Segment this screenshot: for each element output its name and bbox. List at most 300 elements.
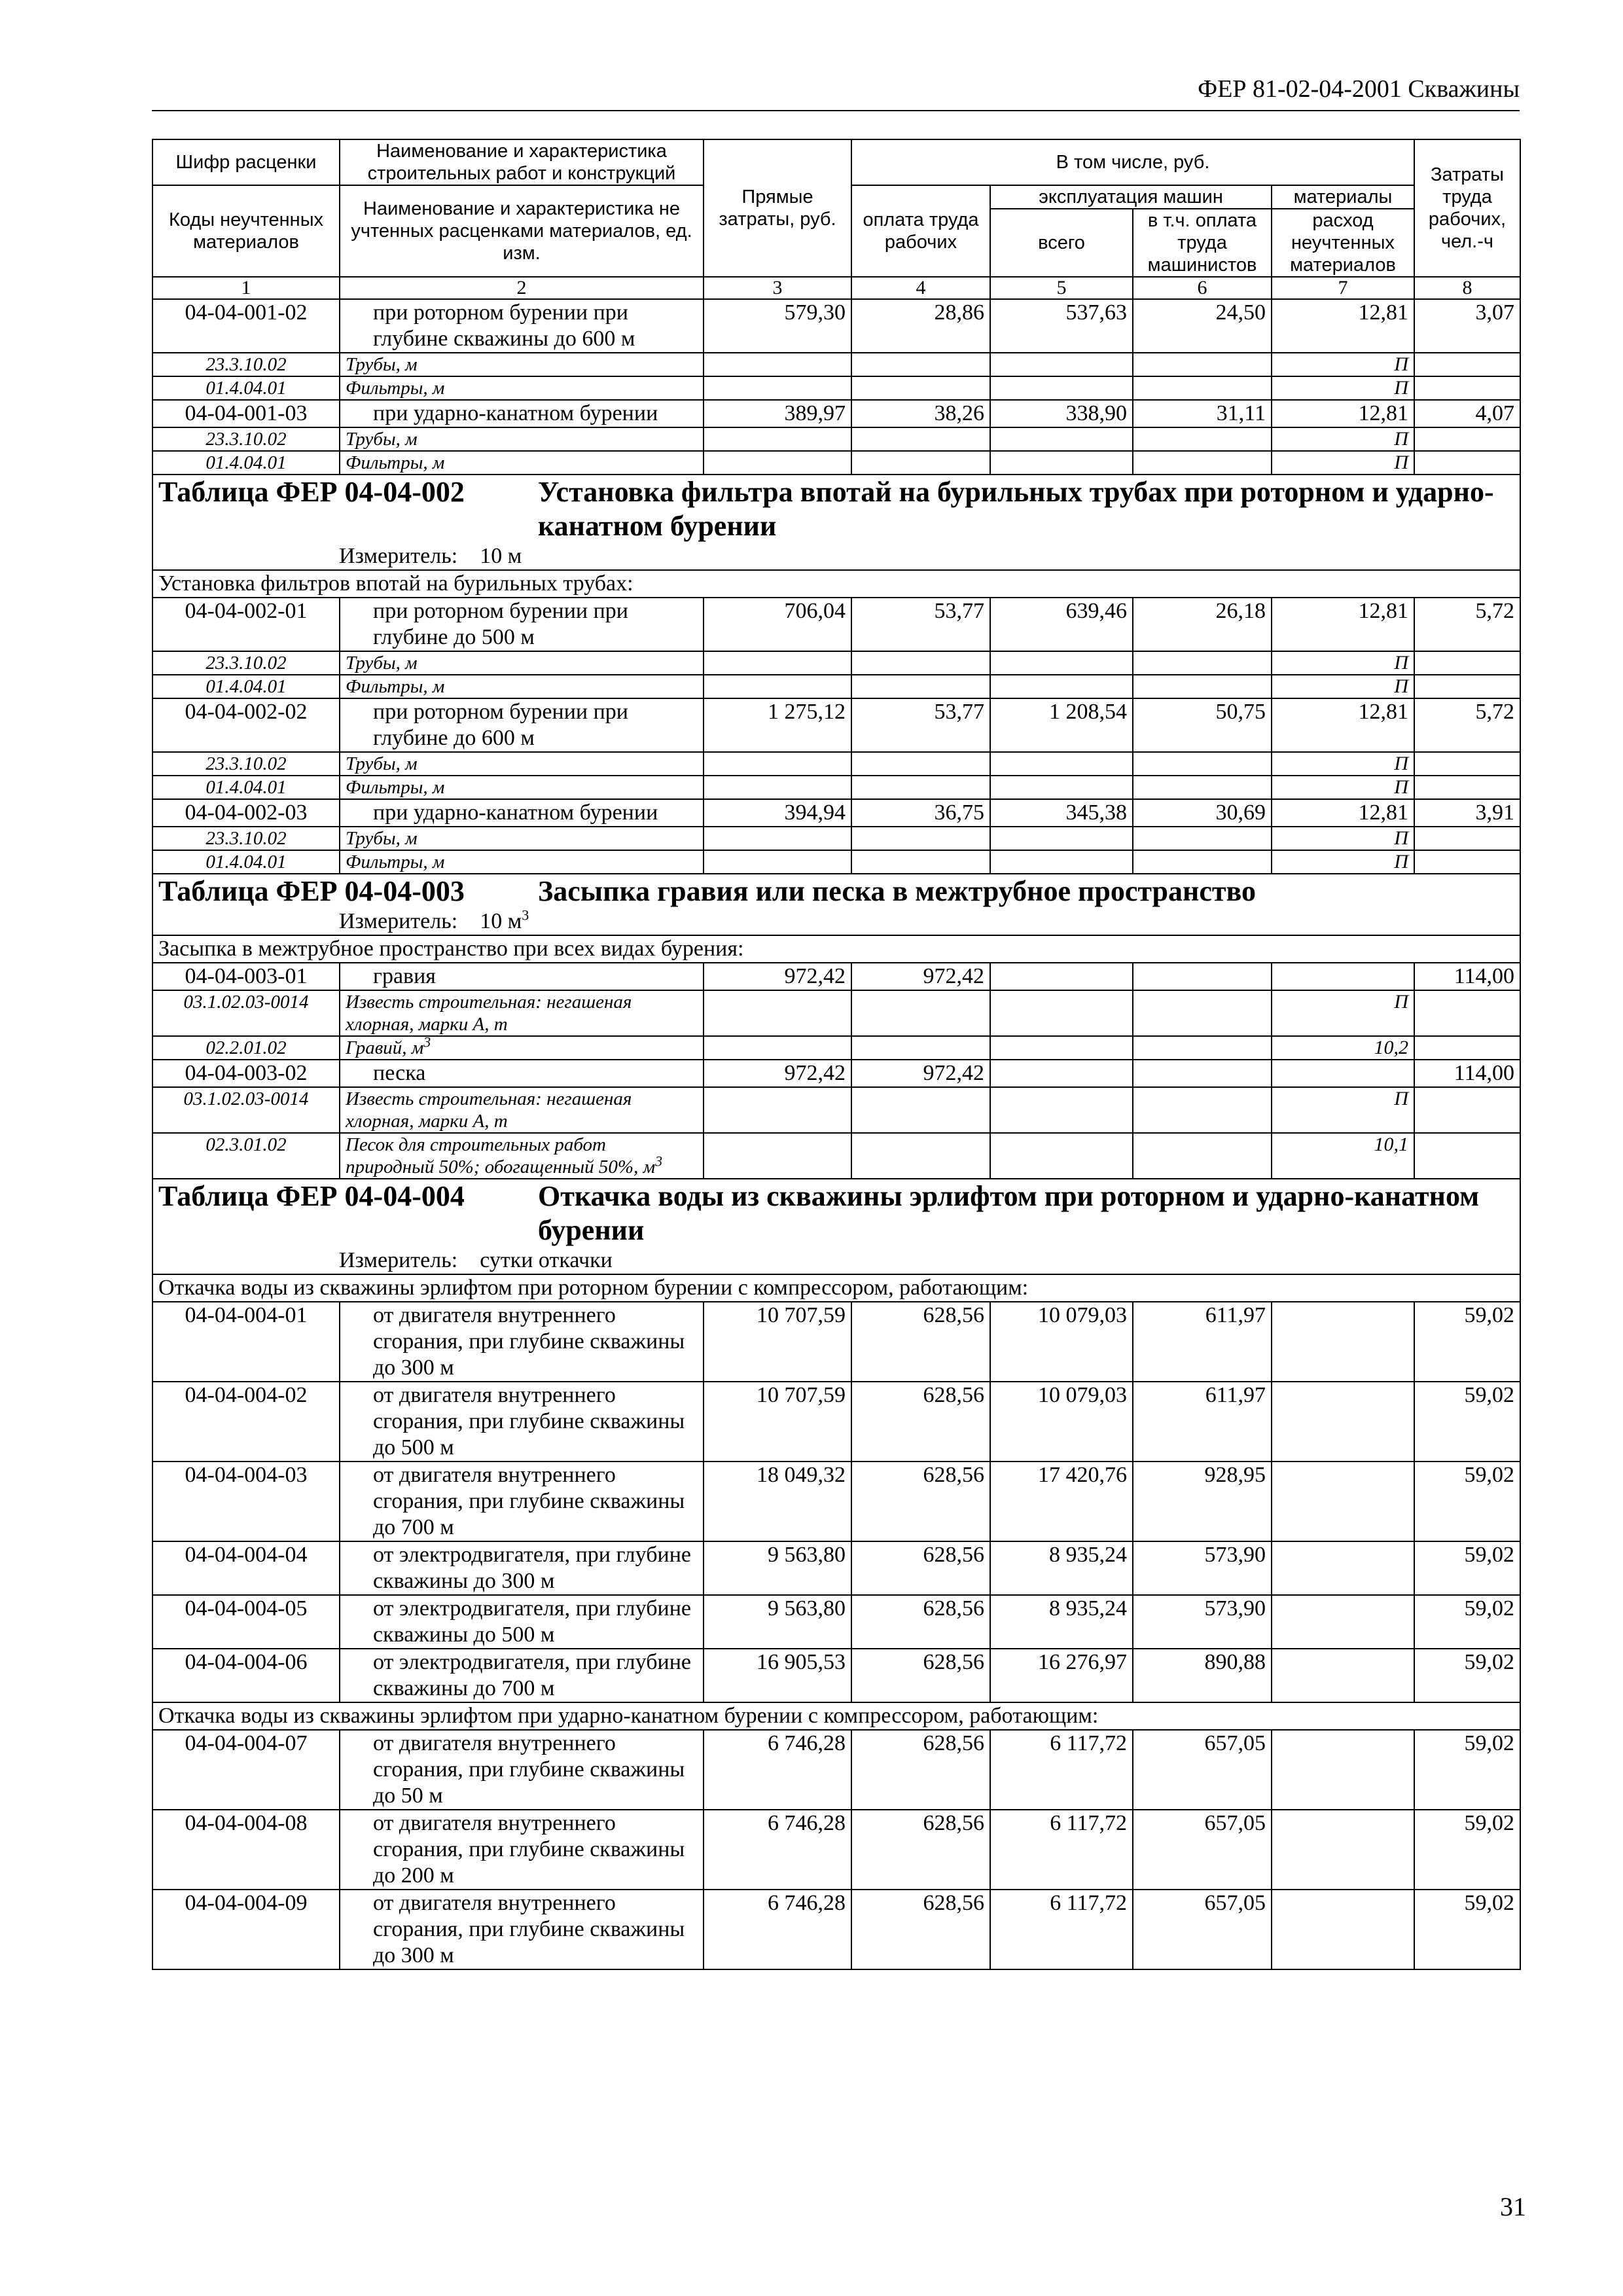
empty-cell	[1133, 827, 1272, 850]
direct-cost: 10 707,59	[704, 1382, 851, 1462]
empty-cell	[704, 752, 851, 776]
table-label: Таблица ФЕР 04-04-004	[158, 1180, 465, 1212]
material-name	[340, 827, 704, 850]
rate-code: 04-04-003-02	[152, 1060, 340, 1087]
empty-cell	[851, 776, 990, 799]
material-name	[340, 776, 704, 799]
material-name	[340, 1087, 704, 1133]
material-code: 23.3.10.02	[152, 827, 340, 850]
empty-cell	[851, 651, 990, 675]
empty-cell	[1133, 353, 1272, 376]
machines-total	[990, 963, 1133, 990]
th-machinists-pay: в т.ч. оплата труда машинистов	[1133, 209, 1272, 277]
material-qty: П	[1272, 353, 1414, 376]
machinists-pay: 26,18	[1133, 598, 1272, 651]
material-name-text: Трубы, м	[346, 828, 418, 849]
empty-cell	[1133, 990, 1272, 1036]
labor-cost: 38,26	[851, 400, 990, 427]
direct-cost: 1 275,12	[704, 698, 851, 752]
section-title-block	[158, 475, 1514, 543]
empty-cell	[851, 752, 990, 776]
meter-line	[158, 1247, 1514, 1274]
direct-cost: 6 746,28	[704, 1890, 851, 1969]
labor-cost: 28,86	[851, 299, 990, 353]
rate-row	[152, 1382, 1520, 1462]
machines-total: 338,90	[990, 400, 1133, 427]
empty-cell	[1414, 427, 1520, 451]
labor-cost: 628,56	[851, 1595, 990, 1649]
material-name	[340, 752, 704, 776]
material-name	[340, 376, 704, 400]
empty-cell	[990, 1133, 1133, 1179]
empty-cell	[990, 850, 1133, 874]
th-material-names: Наименование и характеристика не учтенных расценками материалов, ед. изм.	[340, 185, 704, 277]
labor-cost: 628,56	[851, 1730, 990, 1810]
empty-cell	[704, 827, 851, 850]
material-name	[340, 427, 704, 451]
rate-code: 04-04-001-03	[152, 400, 340, 427]
materials-cost	[1272, 1462, 1414, 1541]
material-code: 23.3.10.02	[152, 427, 340, 451]
material-code: 03.1.02.03-0014	[152, 1087, 340, 1133]
material-name	[340, 990, 704, 1036]
th-labor-hours: Затраты труда рабочих, чел.-ч	[1414, 139, 1520, 277]
material-code: 01.4.04.01	[152, 675, 340, 698]
machines-total: 8 935,24	[990, 1595, 1133, 1649]
machines-total: 10 079,03	[990, 1382, 1133, 1462]
material-row	[152, 427, 1520, 451]
labor-hours: 59,02	[1414, 1302, 1520, 1382]
rate-row	[152, 299, 1520, 353]
rate-code: 04-04-004-06	[152, 1649, 340, 1702]
meter-unit: сутки откачки	[480, 1248, 613, 1272]
rate-code: 04-04-004-03	[152, 1462, 340, 1541]
material-code: 01.4.04.01	[152, 850, 340, 874]
empty-cell	[990, 427, 1133, 451]
rate-row	[152, 1060, 1520, 1087]
material-qty: П	[1272, 752, 1414, 776]
material-name-text: Фильтры, м	[346, 452, 445, 473]
table-label: Таблица ФЕР 04-04-002	[158, 476, 465, 508]
empty-cell	[990, 1036, 1133, 1060]
material-row	[152, 675, 1520, 698]
rate-name: от электродвигателя, при глубине скважины до 300 м	[340, 1541, 704, 1595]
material-code: 03.1.02.03-0014	[152, 990, 340, 1036]
material-row	[152, 353, 1520, 376]
material-row	[152, 1087, 1520, 1133]
th-material-codes: Коды неучтенных материалов	[152, 185, 340, 277]
material-qty: 10,1	[1272, 1133, 1414, 1179]
rate-row	[152, 698, 1520, 752]
empty-cell	[1133, 427, 1272, 451]
rate-row	[152, 799, 1520, 827]
section-heading	[152, 1179, 1520, 1274]
meter-value	[480, 544, 522, 568]
table-title: Установка фильтра впотай на бурильных трубах при роторном и ударно-канатном бурении	[538, 476, 1494, 542]
unit-exponent: 3	[655, 1153, 663, 1170]
rate-row	[152, 400, 1520, 427]
empty-cell	[1133, 752, 1272, 776]
rate-name: от двигателя внутреннего сгорания, при глубине скважины до 200 м	[340, 1810, 704, 1890]
empty-cell	[704, 675, 851, 698]
meter-label: Измеритель:	[339, 544, 458, 568]
empty-cell	[704, 651, 851, 675]
th-including: В том числе, руб.	[851, 139, 1414, 185]
machinists-pay: 50,75	[1133, 698, 1272, 752]
material-name	[340, 675, 704, 698]
subheading: Откачка воды из скважины эрлифтом при роторном бурении с компрессором, работающим:	[152, 1274, 1520, 1302]
rate-code: 04-04-004-02	[152, 1382, 340, 1462]
section-title-block	[158, 1179, 1514, 1247]
col-num: 7	[1272, 277, 1414, 299]
material-name-text: Песок для строительных работ природный 50%; обогащенный 50%, м	[346, 1134, 656, 1177]
material-name-text: Фильтры, м	[346, 378, 445, 399]
rate-name: от двигателя внутреннего сгорания, при глубине скважины до 300 м	[340, 1302, 704, 1382]
machinists-pay: 573,90	[1133, 1541, 1272, 1595]
labor-hours: 59,02	[1414, 1730, 1520, 1810]
th-materials: материалы	[1272, 185, 1414, 209]
machinists-pay: 573,90	[1133, 1595, 1272, 1649]
material-qty: П	[1272, 827, 1414, 850]
labor-cost: 628,56	[851, 1302, 990, 1382]
empty-cell	[1414, 850, 1520, 874]
material-name	[340, 1133, 704, 1179]
empty-cell	[704, 376, 851, 400]
labor-cost: 628,56	[851, 1382, 990, 1462]
materials-cost	[1272, 1302, 1414, 1382]
empty-cell	[990, 451, 1133, 475]
rate-row	[152, 1890, 1520, 1969]
rate-row	[152, 963, 1520, 990]
machines-total: 6 117,72	[990, 1810, 1133, 1890]
rate-code: 04-04-003-01	[152, 963, 340, 990]
material-name-text: Известь строительная: негашеная хлорная, марки А, т	[346, 992, 632, 1035]
col-num: 5	[990, 277, 1133, 299]
materials-cost	[1272, 1382, 1414, 1462]
labor-hours: 59,02	[1414, 1810, 1520, 1890]
rate-code: 04-04-004-07	[152, 1730, 340, 1810]
rate-name: при роторном бурении при глубине до 600 м	[340, 698, 704, 752]
material-qty: П	[1272, 675, 1414, 698]
labor-hours: 5,72	[1414, 598, 1520, 651]
material-code: 01.4.04.01	[152, 376, 340, 400]
th-direct: Прямые затраты, руб.	[704, 139, 851, 277]
machinists-pay: 657,05	[1133, 1730, 1272, 1810]
material-name-text: Гравий, м	[346, 1037, 424, 1058]
empty-cell	[990, 675, 1133, 698]
machinists-pay: 31,11	[1133, 400, 1272, 427]
materials-cost	[1272, 1541, 1414, 1595]
material-row	[152, 990, 1520, 1036]
empty-cell	[1414, 827, 1520, 850]
material-qty: П	[1272, 376, 1414, 400]
material-qty: П	[1272, 990, 1414, 1036]
rate-name: от электродвигателя, при глубине скважины до 700 м	[340, 1649, 704, 1702]
materials-cost	[1272, 1810, 1414, 1890]
table-title: Засыпка гравия или песка в межтрубное пространство	[538, 875, 1256, 907]
th-code: Шифр расценки	[152, 139, 340, 185]
material-row	[152, 451, 1520, 475]
rate-name: гравия	[340, 963, 704, 990]
subheading-row	[152, 1274, 1520, 1302]
empty-cell	[704, 427, 851, 451]
material-code: 01.4.04.01	[152, 451, 340, 475]
materials-cost: 12,81	[1272, 400, 1414, 427]
machinists-pay: 611,97	[1133, 1382, 1272, 1462]
subheading: Установка фильтров впотай на бурильных трубах:	[152, 570, 1520, 598]
subheading-row	[152, 1702, 1520, 1730]
empty-cell	[704, 451, 851, 475]
empty-cell	[704, 1087, 851, 1133]
empty-cell	[1414, 752, 1520, 776]
meter-value	[480, 906, 529, 933]
material-name-text: Трубы, м	[346, 653, 418, 673]
running-header	[152, 71, 1520, 111]
rate-name: от электродвигателя, при глубине скважины до 500 м	[340, 1595, 704, 1649]
direct-cost: 706,04	[704, 598, 851, 651]
machines-total: 537,63	[990, 299, 1133, 353]
col-num: 2	[340, 277, 704, 299]
rate-code: 04-04-002-03	[152, 799, 340, 827]
labor-cost: 628,56	[851, 1649, 990, 1702]
empty-cell	[1414, 990, 1520, 1036]
materials-cost	[1272, 1730, 1414, 1810]
material-name-text: Трубы, м	[346, 753, 418, 774]
empty-cell	[1133, 1087, 1272, 1133]
materials-cost	[1272, 1890, 1414, 1969]
price-table	[152, 139, 1521, 1970]
material-qty: П	[1272, 427, 1414, 451]
empty-cell	[990, 776, 1133, 799]
col-num: 3	[704, 277, 851, 299]
material-row	[152, 776, 1520, 799]
material-qty: П	[1272, 850, 1414, 874]
material-row	[152, 1133, 1520, 1179]
rate-row	[152, 1595, 1520, 1649]
meter-line	[158, 908, 1514, 935]
empty-cell	[1133, 451, 1272, 475]
col-num: 8	[1414, 277, 1520, 299]
empty-cell	[851, 850, 990, 874]
machines-total: 8 935,24	[990, 1541, 1133, 1595]
material-name	[340, 1033, 704, 1060]
labor-hours: 59,02	[1414, 1890, 1520, 1969]
meter-label: Измеритель:	[339, 1248, 458, 1272]
section-title-block	[158, 874, 1514, 908]
labor-hours: 114,00	[1414, 963, 1520, 990]
labor-cost: 628,56	[851, 1810, 990, 1890]
material-name	[340, 850, 704, 874]
rate-code: 04-04-004-04	[152, 1541, 340, 1595]
rate-row	[152, 598, 1520, 651]
direct-cost: 9 563,80	[704, 1541, 851, 1595]
material-row	[152, 651, 1520, 675]
labor-hours: 59,02	[1414, 1541, 1520, 1595]
empty-cell	[851, 1036, 990, 1060]
material-qty: П	[1272, 1087, 1414, 1133]
material-qty: П	[1272, 776, 1414, 799]
material-name-text: Трубы, м	[346, 354, 418, 375]
labor-cost: 628,56	[851, 1462, 990, 1541]
empty-cell	[1133, 651, 1272, 675]
labor-cost: 53,77	[851, 698, 990, 752]
rate-name: при роторном бурении при глубине до 500 м	[340, 598, 704, 651]
empty-cell	[1133, 1036, 1272, 1060]
rate-code: 04-04-004-08	[152, 1810, 340, 1890]
empty-cell	[990, 990, 1133, 1036]
unit-exponent: 3	[423, 1033, 431, 1050]
empty-cell	[1414, 353, 1520, 376]
labor-cost: 628,56	[851, 1541, 990, 1595]
labor-hours: 59,02	[1414, 1382, 1520, 1462]
machines-total	[990, 1060, 1133, 1087]
direct-cost: 579,30	[704, 299, 851, 353]
empty-cell	[1414, 451, 1520, 475]
empty-cell	[1414, 776, 1520, 799]
rate-row	[152, 1810, 1520, 1890]
rate-row	[152, 1649, 1520, 1702]
empty-cell	[851, 427, 990, 451]
section-heading-row	[152, 475, 1520, 570]
material-row	[152, 376, 1520, 400]
labor-hours: 5,72	[1414, 698, 1520, 752]
material-qty: 10,2	[1272, 1036, 1414, 1060]
rate-name: при роторном бурении при глубине скважины до 600 м	[340, 299, 704, 353]
labor-hours: 59,02	[1414, 1595, 1520, 1649]
rate-code: 04-04-001-02	[152, 299, 340, 353]
machines-total: 6 117,72	[990, 1890, 1133, 1969]
direct-cost: 972,42	[704, 1060, 851, 1087]
direct-cost: 972,42	[704, 963, 851, 990]
labor-hours: 4,07	[1414, 400, 1520, 427]
col-num: 6	[1133, 277, 1272, 299]
subheading-row	[152, 935, 1520, 963]
direct-cost: 10 707,59	[704, 1302, 851, 1382]
machinists-pay: 928,95	[1133, 1462, 1272, 1541]
rate-name: при ударно-канатном бурении	[340, 799, 704, 827]
materials-cost	[1272, 1595, 1414, 1649]
meter-exponent: 3	[522, 906, 529, 924]
machines-total: 6 117,72	[990, 1730, 1133, 1810]
rate-name: от двигателя внутреннего сгорания, при глубине скважины до 50 м	[340, 1730, 704, 1810]
empty-cell	[1133, 850, 1272, 874]
empty-cell	[1414, 1087, 1520, 1133]
rate-code: 04-04-004-01	[152, 1302, 340, 1382]
empty-cell	[1133, 1133, 1272, 1179]
labor-hours: 3,07	[1414, 299, 1520, 353]
labor-hours: 59,02	[1414, 1462, 1520, 1541]
machinists-pay: 611,97	[1133, 1302, 1272, 1382]
materials-cost	[1272, 1649, 1414, 1702]
section-heading-row	[152, 874, 1520, 935]
rate-name: при ударно-канатном бурении	[340, 400, 704, 427]
labor-cost: 972,42	[851, 1060, 990, 1087]
rate-code: 04-04-004-09	[152, 1890, 340, 1969]
empty-cell	[990, 1087, 1133, 1133]
section-heading	[152, 874, 1520, 935]
empty-cell	[1133, 376, 1272, 400]
materials-cost: 12,81	[1272, 698, 1414, 752]
rate-code: 04-04-002-01	[152, 598, 340, 651]
empty-cell	[990, 376, 1133, 400]
labor-cost: 53,77	[851, 598, 990, 651]
machines-total: 345,38	[990, 799, 1133, 827]
material-name-text: Фильтры, м	[346, 676, 445, 697]
rate-name: от двигателя внутреннего сгорания, при глубине скважины до 300 м	[340, 1890, 704, 1969]
material-row	[152, 827, 1520, 850]
empty-cell	[704, 1036, 851, 1060]
subheading: Засыпка в межтрубное пространство при всех видах бурения:	[152, 935, 1520, 963]
empty-cell	[851, 827, 990, 850]
empty-cell	[704, 850, 851, 874]
material-name	[340, 353, 704, 376]
direct-cost: 9 563,80	[704, 1595, 851, 1649]
machines-total: 16 276,97	[990, 1649, 1133, 1702]
labor-hours: 114,00	[1414, 1060, 1520, 1087]
empty-cell	[851, 1087, 990, 1133]
material-qty: П	[1272, 451, 1414, 475]
machinists-pay	[1133, 1060, 1272, 1087]
header-row-1	[152, 139, 1520, 185]
empty-cell	[1133, 776, 1272, 799]
table-label: Таблица ФЕР 04-04-003	[158, 875, 465, 907]
materials-cost	[1272, 963, 1414, 990]
labor-cost: 628,56	[851, 1890, 990, 1969]
empty-cell	[1414, 651, 1520, 675]
labor-cost: 36,75	[851, 799, 990, 827]
empty-cell	[990, 651, 1133, 675]
empty-cell	[1133, 675, 1272, 698]
empty-cell	[704, 990, 851, 1036]
material-code: 23.3.10.02	[152, 752, 340, 776]
material-code: 01.4.04.01	[152, 776, 340, 799]
labor-hours: 59,02	[1414, 1649, 1520, 1702]
subheading: Откачка воды из скважины эрлифтом при ударно-канатном бурении с компрессором, работающим:	[152, 1702, 1520, 1730]
material-name	[340, 451, 704, 475]
machinists-pay	[1133, 963, 1272, 990]
column-numbers-row	[152, 277, 1520, 299]
material-code: 23.3.10.02	[152, 651, 340, 675]
meter-unit: 10 м	[480, 544, 522, 568]
col-num: 4	[851, 277, 990, 299]
material-name	[340, 651, 704, 675]
th-machines-total: всего	[990, 209, 1133, 277]
th-name: Наименование и характеристика строительных работ и конструкций	[340, 139, 704, 185]
material-row	[152, 850, 1520, 874]
direct-cost: 16 905,53	[704, 1649, 851, 1702]
machinists-pay: 30,69	[1133, 799, 1272, 827]
machinists-pay: 657,05	[1133, 1810, 1272, 1890]
rate-row	[152, 1302, 1520, 1382]
rate-row	[152, 1730, 1520, 1810]
table-title: Откачка воды из скважины эрлифтом при роторном и ударно-канатном бурении	[538, 1180, 1480, 1246]
direct-cost: 6 746,28	[704, 1810, 851, 1890]
materials-cost: 12,81	[1272, 598, 1414, 651]
machinists-pay: 890,88	[1133, 1649, 1272, 1702]
empty-cell	[1414, 1133, 1520, 1179]
rate-row	[152, 1541, 1520, 1595]
meter-unit: 10 м	[480, 909, 522, 933]
th-unaccounted: расход неучтенных материалов	[1272, 209, 1414, 277]
machinists-pay: 657,05	[1133, 1890, 1272, 1969]
empty-cell	[990, 827, 1133, 850]
rate-code: 04-04-004-05	[152, 1595, 340, 1649]
rate-name: от двигателя внутреннего сгорания, при глубине скважины до 700 м	[340, 1462, 704, 1541]
labor-hours: 3,91	[1414, 799, 1520, 827]
direct-cost: 389,97	[704, 400, 851, 427]
material-qty: П	[1272, 651, 1414, 675]
empty-cell	[704, 776, 851, 799]
